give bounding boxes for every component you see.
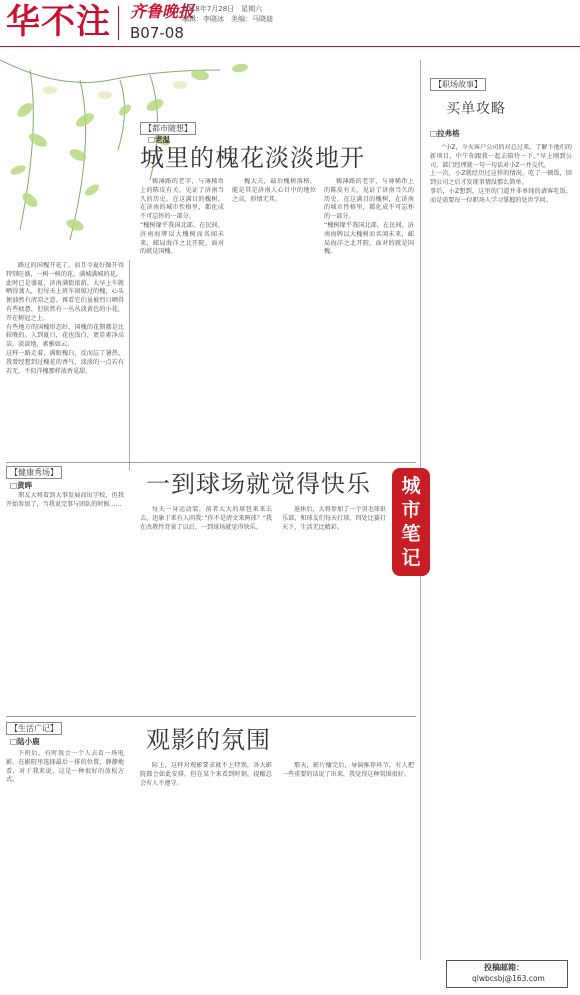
article-headline: 观影的氛围 [146, 726, 271, 754]
section-rule [6, 716, 416, 717]
life-article-column-1 [6, 750, 124, 985]
article-author: □老温 [148, 135, 171, 144]
page-code: B07-08 [130, 24, 184, 42]
article-author: □黄晔 [10, 481, 33, 490]
newspaper-logo: 齐鲁晚报 [130, 2, 195, 21]
article-paragraph: 下班后，有时我会一个人去看一场电影，在影院里选择最后一排的位置，静静地看，对于我来说，这是一种很好的放松方式。 [6, 750, 124, 784]
left-column-paragraph: 路过的国槐开花了，而且今夏好像开得特别旺盛，一树一树的花，满城满城的花。 此时已是盛夏，济南满街浓荫，大早上车就晒得蒸人，但每天上班车窗掠过的槐，心头便油然有清凉之意。再看它们虽被烈日晒得有些疲惫，但依然有一丛丛淡黄色的小花，开在树冠之上。 有些地方的国槐形态好，国槐的花期都是比较晚的。人到夏日，花也浅白，更显素净高洁，淡淡地，素雅如云。 这样一路走着，满眼槐白，反而忘了暑热。我曾经想到过槐花的香气，淡淡的一点若有若无，不似洋槐那样浓香觅甜。 [6, 262, 124, 375]
life-article-column-3 [282, 762, 414, 985]
section-title: 华不注 [6, 2, 111, 42]
article-headline: 城里的槐花淡淡地开 [140, 144, 365, 172]
date-line: 2018年7月28日 星期六 [182, 5, 263, 13]
header-rule [0, 46, 580, 47]
column-tag: 【生活广记】 [6, 722, 62, 735]
section-rule [6, 462, 416, 463]
article-paragraph: 朋友大将看到大事发展而出学校，但我开始参加了，当我说完事与团队的时候…… [6, 492, 124, 508]
main-article-column-2 [232, 178, 316, 456]
article-paragraph: 退休后，大将参加了一个羽毛球俱乐部，和球友们每天打球，四处比赛打天下，生活无比精彩。 [282, 506, 386, 531]
editors-line: 编辑：李晓冰 美编：马晓迪 [182, 15, 273, 23]
main-article-column-3 [324, 178, 414, 456]
column-tag: 【都市随想】 [140, 122, 196, 135]
article-headline: 一到球场就觉得快乐 [146, 470, 371, 498]
article-paragraph: 稀薄路的老字，与薄稀币上的陈皮有关，见证了济南当久的历史。在这满目的槐树，在济南的城市性格里，都化成不可忘怀的一部分。 “槐树缘乎我国北部，在民间，济南海牌以大槐树而名闻未来，邮局海洋之北开院，面对的就是国槐。 [140, 178, 224, 256]
article-paragraph: 稀薄路的老字，与薄稀币上的陈皮有关，见证了济南当久的历史。在这满目的槐树，在济南的城市性格里，都化成不可忘怀的一部分。 “槐树缘乎我国北部，在民间，济南海牌以大槐树而名闻未来，邮局海洋之北开院，面对的就是国槐。 [324, 178, 414, 256]
article-paragraph: 那天，影片播完后，导演推荐环节，有人把一些重要的话说了出来，我觉得这种氛围很好。 [282, 762, 414, 778]
sports-article-column-2 [140, 506, 272, 710]
submission-title: 投稿邮箱： [484, 963, 524, 972]
column-tag: 【职场故事】 [430, 78, 486, 91]
career-article-text [430, 144, 572, 954]
article-paragraph: 槐大夫，最后槐树落格，能是其是济南人心目中的地位之高，形情无其。 [232, 178, 316, 203]
column-divider [129, 260, 130, 470]
left-column-text [6, 262, 124, 467]
submission-email[interactable]: qlwbcsbj@163.com [472, 974, 545, 983]
stamp-text: 城市笔记 [401, 475, 421, 569]
article-paragraph: 每天一身运动装，前者大大的球包来来去去，迅象于来有人问我：”你不是清文来两球？“我在改教性背景了以后，一到球场就觉得快乐。 [140, 506, 272, 531]
article-headline: 买单攻略 [446, 101, 506, 117]
header-divider [118, 6, 119, 40]
article-author: □拉弗格 [430, 129, 460, 138]
life-article-column-2 [140, 762, 272, 985]
article-author: □陆小鹿 [10, 737, 40, 746]
article-paragraph: 际上，这样对观影要求就不上特别，各大影院都会如此安排，但在某个来看到时刻，提醒总会有人不遵守。 [140, 762, 272, 787]
article-paragraph: “小Z，今天客户公司的对总过来，了解下他们的新项目，中午你跟我一起去陪待一下，”早上刚到公司，部门经理就一句一句话对小Z一并交代。 上一次，小Z就经历过这样的情况，吃了一顿饭，回到公司之后才发现事情没那么简单。 事后，小Z想到，这里的门道并非单纯的请客吃饭，而是需要每一位职场人学习掌握的处世学问。 [430, 144, 572, 204]
sports-article-column-1 [6, 492, 124, 710]
main-article-column-1 [140, 178, 224, 456]
column-tag: 【健康秀场】 [6, 466, 62, 479]
sports-article-column-3 [282, 506, 386, 710]
